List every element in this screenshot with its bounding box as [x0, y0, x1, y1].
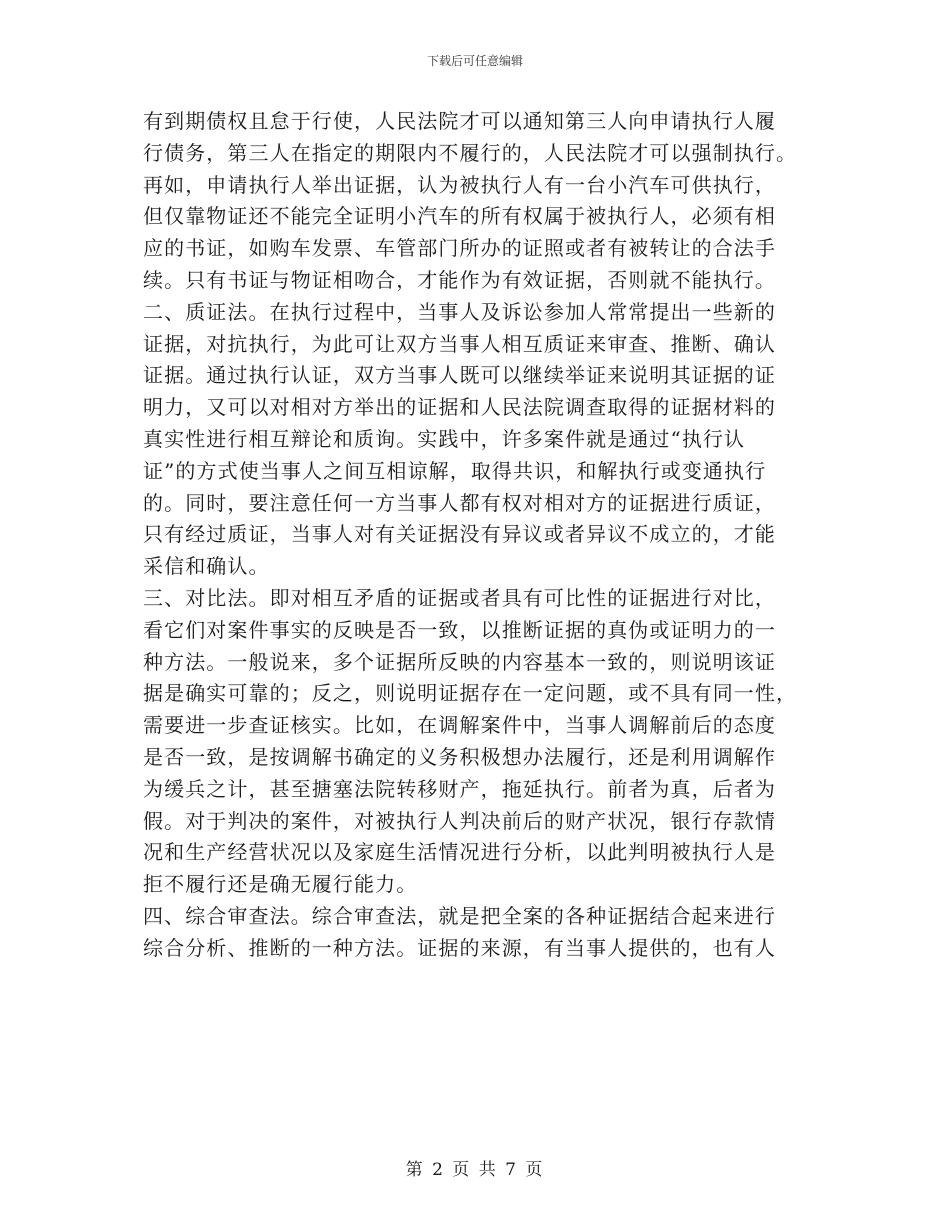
- text-line: 三、对比法。即对相互矛盾的证据或者具有可比性的证据进行对比，: [143, 585, 776, 610]
- text-line: 况和生产经营状况以及家庭生活情况进行分析，以此判明被执行人是: [143, 840, 776, 865]
- text-line: 的。同时，要注意任何一方当事人都有权对相对方的证据进行质证，: [143, 490, 776, 515]
- text-line: 续。只有书证与物证相吻合，才能作为有效证据，否则就不能执行。: [143, 267, 776, 292]
- text-line: 但仅靠物证还不能完全证明小汽车的所有权属于被执行人，必须有相: [143, 204, 776, 229]
- text-line: 拒不履行还是确无履行能力。: [143, 872, 418, 897]
- text-line: 看它们对案件事实的反映是否一致，以推断证据的真伪或证明力的一: [143, 617, 776, 642]
- text-line: 假。对于判决的案件，对被执行人判决前后的财产状况，银行存款情: [143, 808, 776, 833]
- text-line: 真实性进行相互辩论和质询。实践中，许多案件就是通过“执行认: [143, 426, 746, 451]
- text-line: 再如，申请执行人举出证据，认为被执行人有一台小汽车可供执行，: [143, 172, 776, 197]
- text-line: 证”的方式使当事人之间互相谅解，取得共识，和解执行或变通执行: [143, 458, 767, 483]
- text-line: 综合分析、推断的一种方法。证据的来源，有当事人提供的，也有人: [143, 935, 776, 960]
- text-line: 二、质证法。在执行过程中，当事人及诉讼参加人常常提出一些新的: [143, 299, 776, 324]
- text-line: 据是确实可靠的；反之，则说明证据存在一定问题，或不具有同一性，: [143, 681, 798, 706]
- text-line: 是否一致，是按调解书确定的义务积极想办法履行，还是利用调解作: [143, 744, 776, 769]
- text-line: 需要进一步查证核实。比如，在调解案件中，当事人调解前后的态度: [143, 713, 776, 738]
- text-line: 只有经过质证，当事人对有关证据没有异议或者异议不成立的，才能: [143, 522, 776, 547]
- text-line: 证据，对抗执行，为此可让双方当事人相互质证来审查、推断、确认: [143, 331, 776, 356]
- text-line: 证据。通过执行认证，双方当事人既可以继续举证来说明其证据的证: [143, 363, 776, 388]
- text-line: 四、综合审查法。综合审查法，就是把全案的各种证据结合起来进行: [143, 903, 776, 928]
- text-line: 为缓兵之计，甚至搪塞法院转移财产，拖延执行。前者为真，后者为: [143, 776, 776, 801]
- document-body: [143, 106, 808, 965]
- text-line: 种方法。一般说来，多个证据所反映的内容基本一致的，则说明该证: [143, 649, 776, 674]
- text-line: 明力，又可以对相对方举出的证据和人民法院调查取得的证据材料的: [143, 395, 776, 420]
- text-line: 行债务，第三人在指定的期限内不履行的，人民法院才可以强制执行。: [143, 140, 798, 165]
- page-footer: 第 2 页 共 7 页: [405, 1160, 545, 1180]
- text-line: 有到期债权且怠于行使，人民法院才可以通知第三人向申请执行人履: [143, 109, 776, 133]
- page-header: 下载后可任意编辑: [426, 54, 523, 68]
- text-line: 采信和确认。: [143, 554, 270, 579]
- text-line: 应的书证，如购车发票、车管部门所办的证照或者有被转让的合法手: [143, 236, 776, 261]
